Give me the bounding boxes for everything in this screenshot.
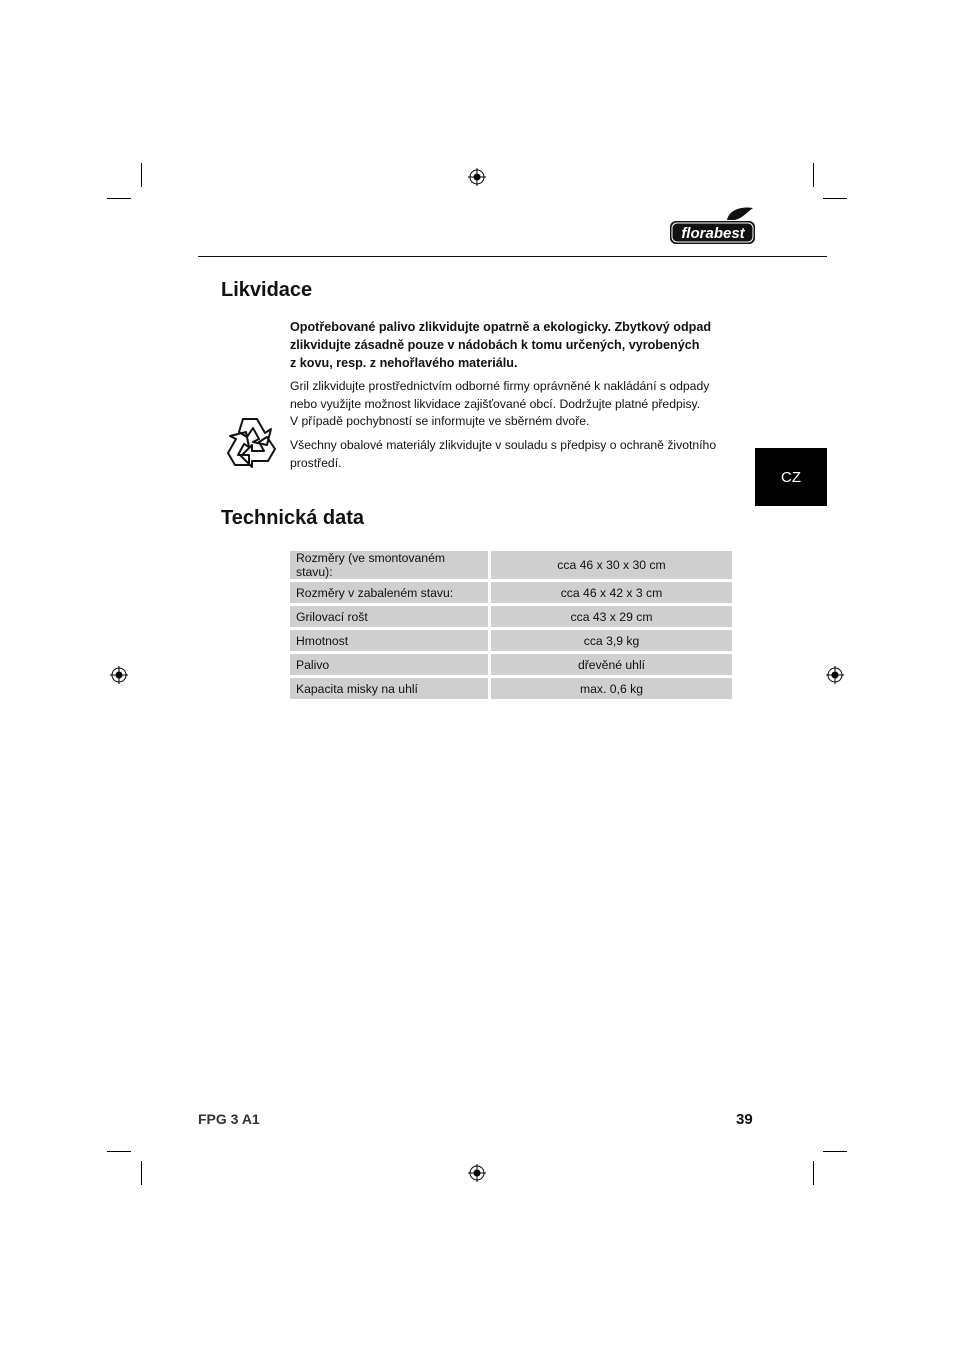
registration-mark-icon [468,168,486,186]
table-row [290,630,732,654]
crop-mark [141,163,142,187]
tech-data-table [290,551,732,702]
crop-mark [107,1151,131,1152]
disposal-intro [290,318,740,372]
disposal-paragraph-1 [290,378,740,431]
table-row [290,654,732,678]
spec-value: cca 43 x 29 cm [491,606,732,630]
florabest-logo [669,206,757,246]
disposal-intro-line: zlikvidujte zásadně pouze v nádobách k tomu určených, vyrobených [290,338,700,352]
spec-label: Grilovací rošt [290,606,491,630]
disposal-intro-line: Opotřebované palivo zlikvidujte opatrně a ekologicky. Zbytkový odpad [290,320,712,334]
disposal-heading: Likvidace [221,279,313,301]
table-row [290,551,732,582]
spec-value: cca 46 x 42 x 3 cm [491,582,732,606]
spec-value: dřevěné uhlí [491,654,732,678]
crop-mark [813,163,814,187]
crop-mark [107,198,131,199]
registration-mark-icon [110,666,128,684]
registration-mark-icon [468,1164,486,1182]
crop-mark [823,1151,847,1152]
disposal-intro-line: z kovu, resp. z nehořlavého materiálu. [290,356,518,370]
header-rule [198,256,827,257]
svg-text:florabest: florabest [681,225,745,242]
disposal-paragraph-2-line: Všechny obalové materiály zlikvidujte v souladu s předpisy o ochraně životního [290,438,717,452]
disposal-paragraph-1-line: Gril zlikvidujte prostřednictvím odborné firmy oprávněné k nakládání s odpady [290,379,710,393]
spec-value: cca 46 x 30 x 30 cm [491,551,732,582]
table-row [290,582,732,606]
page-number: 39 [736,1111,753,1128]
table-row [290,678,732,702]
spec-value: max. 0,6 kg [491,678,732,702]
disposal-paragraph-2 [290,437,740,472]
tech-data-heading: Technická data [221,507,365,529]
crop-mark [141,1161,142,1185]
disposal-paragraph-1-line: nebo využijte možnost likvidace zajišťované obcí. Dodržujte platné předpisy. [290,396,701,411]
spec-label: Palivo [290,654,491,678]
footer-model: FPG 3 A1 [198,1111,260,1127]
spec-label: Kapacita misky na uhlí [290,678,491,702]
disposal-paragraph-2-line: prostředí. [290,455,342,470]
crop-mark [813,1161,814,1185]
table-row [290,606,732,630]
recycle-icon [221,415,279,469]
disposal-paragraph-1-line: V případě pochybností se informujte ve sběrném dvoře. [290,414,590,429]
spec-label: Rozměry (ve smontovaném stavu): [290,551,491,582]
registration-mark-icon [826,666,844,684]
spec-value: cca 3,9 kg [491,630,732,654]
spec-label: Rozměry v zabaleném stavu: [290,582,491,606]
language-tab: CZ [755,448,827,506]
crop-mark [823,198,847,199]
spec-label: Hmotnost [290,630,491,654]
